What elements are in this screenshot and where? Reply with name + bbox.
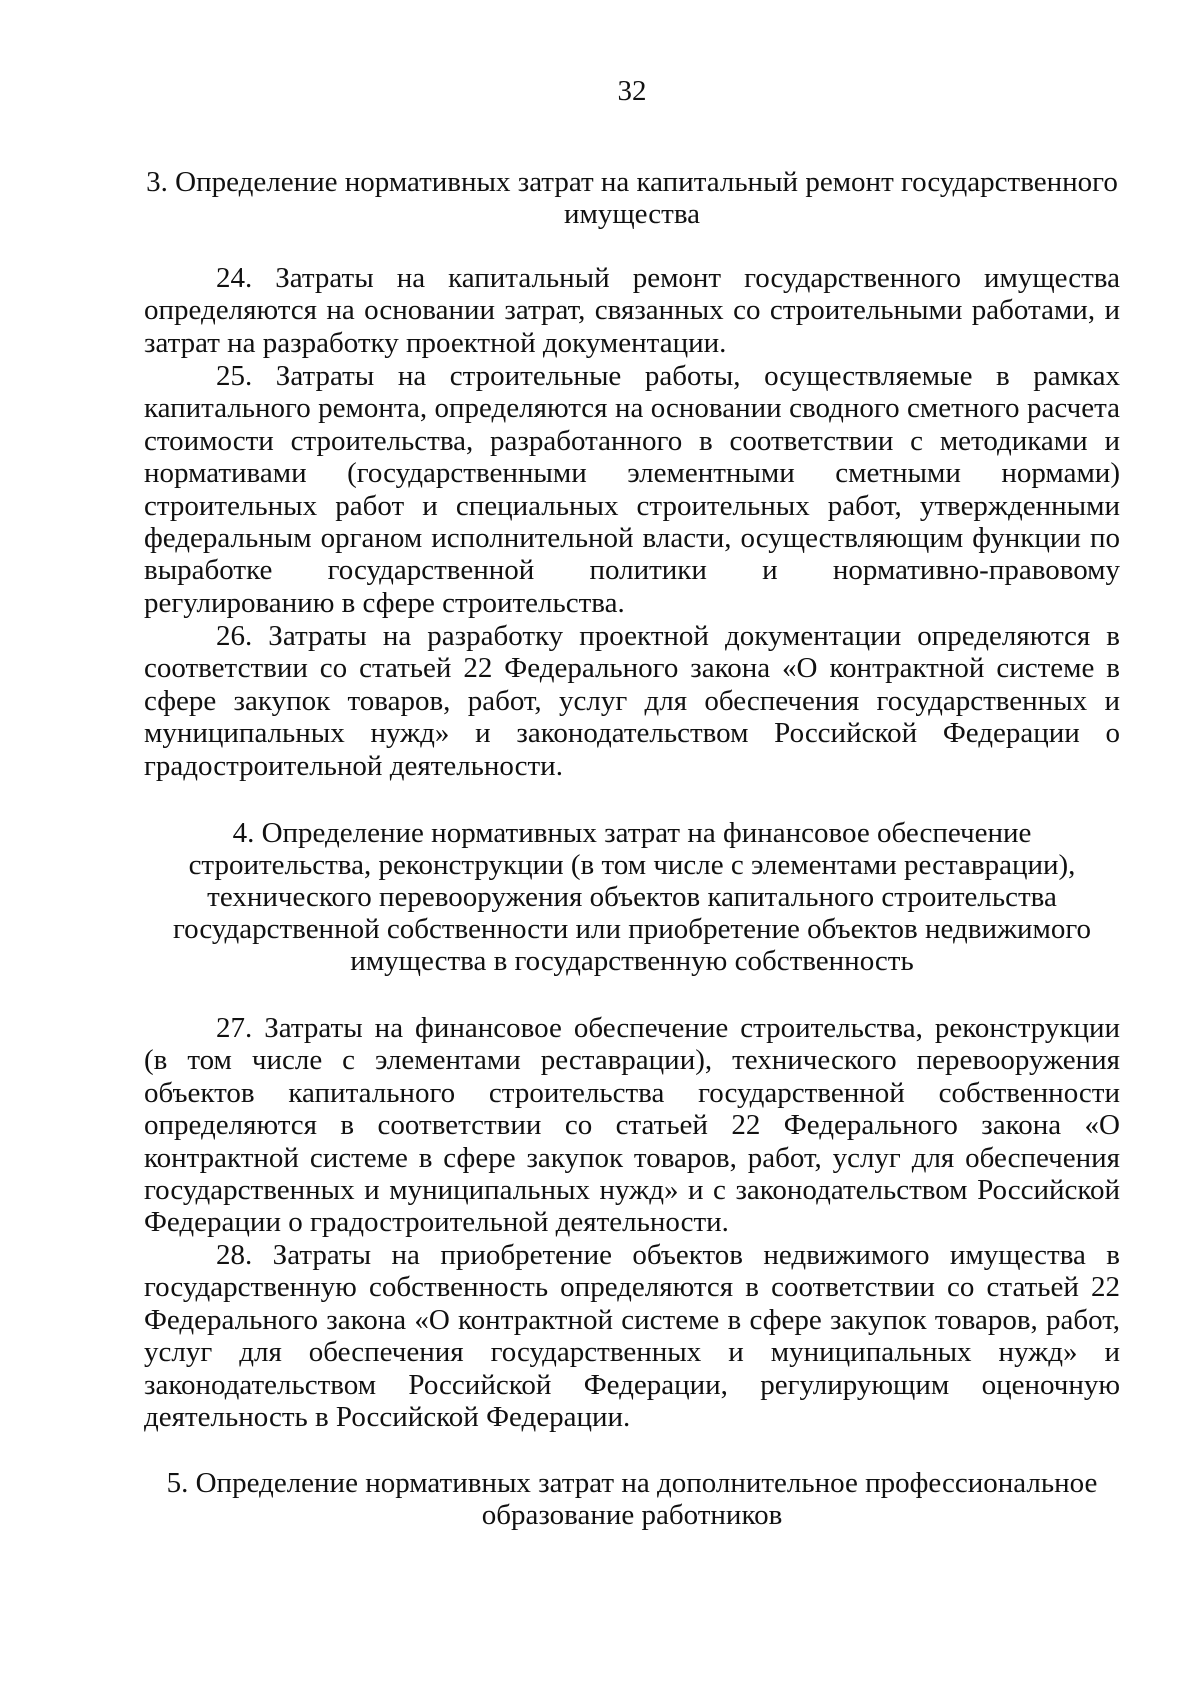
- section-3-heading: 3. Определение нормативных затрат на капитальный ремонт государственного имущества: [146, 166, 1118, 230]
- document-page: [144, 0, 1120, 1697]
- paragraph-28: 28. Затраты на приобретение объектов недвижимого имущества в государственную собственность определяются в соответствии со статьей 22 Федерального закона «О контрактной системе в сфере закупок товаров, работ, услуг для обеспечения государственных и муниципальных нужд» и законодательством Российской Федерации, регулирующим оценочную деятельность в Российской Федерации.: [144, 1239, 1120, 1434]
- paragraph-25: 25. Затраты на строительные работы, осуществляемые в рамках капитального ремонта, определяются на основании сводного сметного расчета стоимости строительства, разработанного в соответствии с методиками и нормативами (государственными элементными сметными нормами) строительных работ и специальных строительных работ, утвержденными федеральным органом исполнительной власти, осуществляющим функции по выработке государственной политики и нормативно-правовому регулированию в сфере строительства.: [144, 360, 1120, 619]
- section-4-heading: 4. Определение нормативных затрат на финансовое обеспечение строительства, реконструкции (в том числе с элементами реставрации), технического перевооружения объектов капитального строительства государственной собственности или приобретение объектов недвижимого имущества в государственную собственность: [172, 817, 1092, 977]
- paragraph-26: 26. Затраты на разработку проектной документации определяются в соответствии со статьей 22 Федерального закона «О контрактной системе в сфере закупок товаров, работ, услуг для обеспечения государственных и муниципальных нужд» и законодательством Российской Федерации о градостроительной деятельности.: [144, 620, 1120, 782]
- section-5-heading: 5. Определение нормативных затрат на дополнительное профессиональное образование работников: [166, 1467, 1098, 1531]
- paragraph-27: 27. Затраты на финансовое обеспечение строительства, реконструкции (в том числе с элементами реставрации), технического перевооружения объектов капитального строительства государственной собственности определяются в соответствии со статьей 22 Федерального закона «О контрактной системе в сфере закупок товаров, работ, услуг для обеспечения государственных и муниципальных нужд» и с законодательством Российской Федерации о градостроительной деятельности.: [144, 1012, 1120, 1239]
- paragraph-24: 24. Затраты на капитальный ремонт государственного имущества определяются на основании затрат, связанных со строительными работами, и затрат на разработку проектной документации.: [144, 262, 1120, 359]
- page-number: 32: [617, 75, 647, 107]
